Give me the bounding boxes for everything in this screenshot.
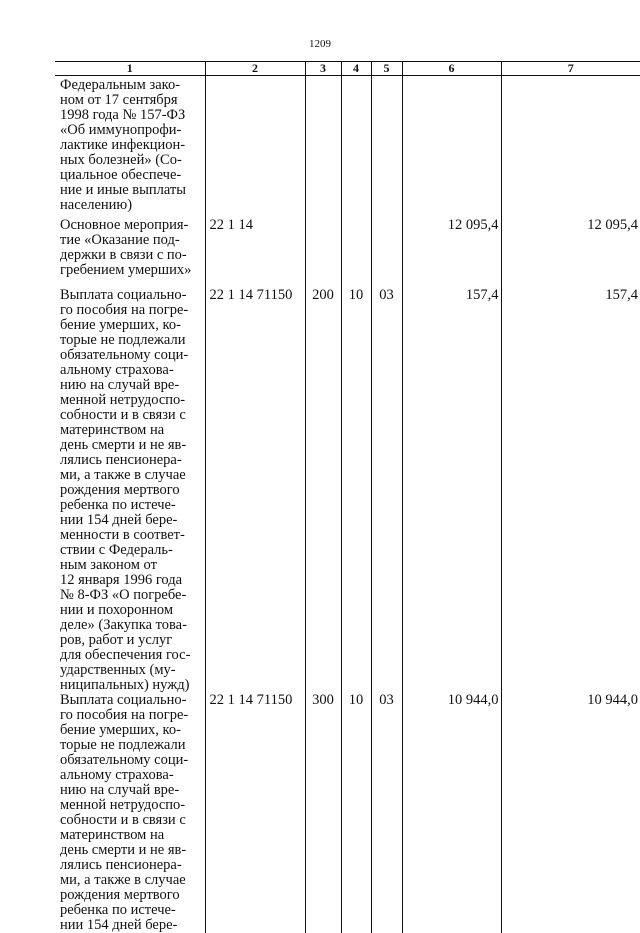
row-col5 xyxy=(371,76,402,219)
row-col4: 10 xyxy=(341,693,371,933)
row-col6: 10 944,0 xyxy=(402,693,501,933)
row-description: Выплата социально- го пособия на погре- бение умерших, ко- торые не подлежали обязательному соци- альному страхова- нию на случай вре- менной нетрудоспо- собности и в связи с материнством на день смерти и не яв- лялись пенсионера- ми, а также в случае рождения мертвого ребенка по истече- нии 154 дней бере- xyxy=(60,692,189,933)
column-header-5: 5 xyxy=(371,62,402,76)
column-header-2: 2 xyxy=(205,62,305,76)
row-col3: 200 xyxy=(305,288,341,693)
row-col7: 10 944,0 xyxy=(501,693,640,933)
table-row xyxy=(55,218,640,288)
row-col6 xyxy=(402,76,501,219)
row-code: 22 1 14 71150 xyxy=(205,693,305,933)
row-col5: 03 xyxy=(371,288,402,693)
row-col4: 10 xyxy=(341,288,371,693)
row-col6: 157,4 xyxy=(402,288,501,693)
row-code xyxy=(205,76,305,219)
table-row xyxy=(55,693,640,933)
row-description: Выплата социально- го пособия на погре- бение умерших, ко- торые не подлежали обязательному соци- альному страхова- нию на случай вре- менной нетрудоспо- собности и в связи с материнством на день смерти и не яв- лялись пенсионера- ми, а также в случае рождения мертвого ребенка по истече- нии 154 дней бере- менности в соответ- ствии с Федераль- ным законом от 12 января 1996 года № 8-ФЗ «О погребе- нии и похоронном деле» (Закупка това- ров, работ и услуг для обеспечения гос- ударственных (му- ниципальных) нужд) xyxy=(60,287,191,693)
row-code: 22 1 14 xyxy=(205,218,305,288)
row-description: Федеральным зако- ном от 17 сентября 1998 года № 157-ФЗ «Об иммунопрофи- лактике инфекцион- ных болезней» (Со- циальное обеспече- ние и иные выплаты населению) xyxy=(60,77,187,213)
column-header-1: 1 xyxy=(55,62,205,76)
table-header-row xyxy=(55,62,640,76)
row-col3 xyxy=(305,76,341,219)
row-col7: 12 095,4 xyxy=(501,218,640,288)
page-number: 1209 xyxy=(309,38,331,50)
row-col5: 03 xyxy=(371,693,402,933)
column-header-4: 4 xyxy=(341,62,371,76)
row-col7: 157,4 xyxy=(501,288,640,693)
row-code: 22 1 14 71150 xyxy=(205,288,305,693)
row-col4 xyxy=(341,76,371,219)
column-header-7: 7 xyxy=(501,62,640,76)
table-row xyxy=(55,288,640,693)
column-header-3: 3 xyxy=(305,62,341,76)
row-col3: 300 xyxy=(305,693,341,933)
row-description: Основное мероприя- тие «Оказание под- держки в связи с по- гребением умерших» xyxy=(60,217,192,278)
row-col5 xyxy=(371,218,402,288)
table-row xyxy=(55,76,640,219)
row-col4 xyxy=(341,218,371,288)
budget-table xyxy=(55,61,640,933)
column-header-6: 6 xyxy=(402,62,501,76)
row-col7 xyxy=(501,76,640,219)
row-col6: 12 095,4 xyxy=(402,218,501,288)
row-col3 xyxy=(305,218,341,288)
